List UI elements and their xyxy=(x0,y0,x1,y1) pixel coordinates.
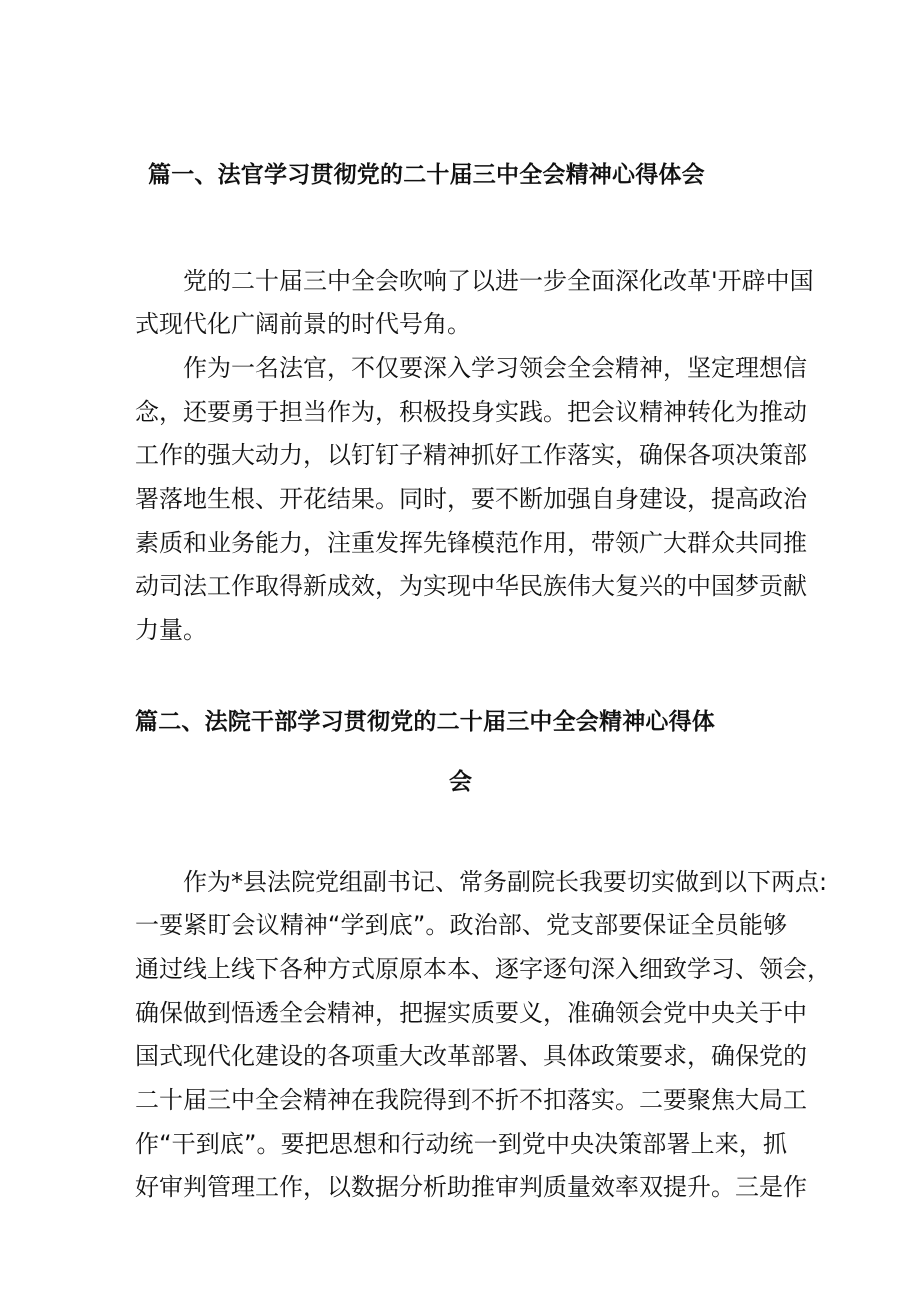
paragraph-1-line-2: 式现代化广阔前景的时代号角。 xyxy=(135,310,471,338)
section-2-title-line-1: 篇二、法院干部学习贯彻党的二十届三中全会精神心得体 xyxy=(135,709,715,735)
paragraph-2-line-3: 工作的强大动力，以钉钉子精神抓好工作落实，确保各项决策部 xyxy=(135,441,807,469)
section-1-title: 篇一、法官学习贯彻党的二十届三中全会精神心得体会 xyxy=(148,162,705,188)
paragraph-3-line-3: 通过线上线下各种方式原原本本、逐字逐句深入细致学习、领会， xyxy=(135,955,831,983)
paragraph-3-line-5: 国式现代化建设的各项重大改革部署、具体政策要求，确保党的 xyxy=(135,1042,807,1070)
paragraph-3-line-6: 二十届三中全会精神在我院得到不折不扣落实。二要聚焦大局工 xyxy=(135,1086,807,1114)
paragraph-1-line-1: 党的二十届三中全会吹响了以进一步全面深化改革'开辟中国 xyxy=(183,267,814,295)
paragraph-2-line-5: 素质和业务能力，注重发挥先锋模范作用，带领广大群众共同推 xyxy=(135,529,807,557)
paragraph-3-line-4: 确保做到悟透全会精神，把握实质要义，准确领会党中央关于中 xyxy=(135,999,807,1027)
paragraph-3-line-2: 一要紧盯会议精神“学到底”。政治部、党支部要保证全员能够 xyxy=(135,911,787,939)
paragraph-2-line-2: 念，还要勇于担当作为，积极投身实践。把会议精神转化为推动 xyxy=(135,398,807,426)
paragraph-2-line-4: 署落地生根、开花结果。同时，要不断加强自身建设，提高政治 xyxy=(135,485,807,513)
paragraph-2-line-6: 动司法工作取得新成效，为实现中华民族伟大复兴的中国梦贡献 xyxy=(135,572,807,600)
section-2-title-line-2: 会 xyxy=(449,769,473,795)
paragraph-3-line-7: 作“干到底”。要把思想和行动统一到党中央决策部署上来，抓 xyxy=(135,1130,787,1158)
paragraph-3-line-1: 作为*县法院党组副书记、常务副院长我要切实做到以下两点: xyxy=(183,868,828,896)
paragraph-2-line-7: 力量。 xyxy=(135,616,207,644)
paragraph-2-line-1: 作为一名法官，不仅要深入学习领会全会精神，坚定理想信 xyxy=(183,354,807,382)
paragraph-3-line-8: 好审判管理工作，以数据分析助推审判质量效率双提升。三是作 xyxy=(135,1173,807,1201)
